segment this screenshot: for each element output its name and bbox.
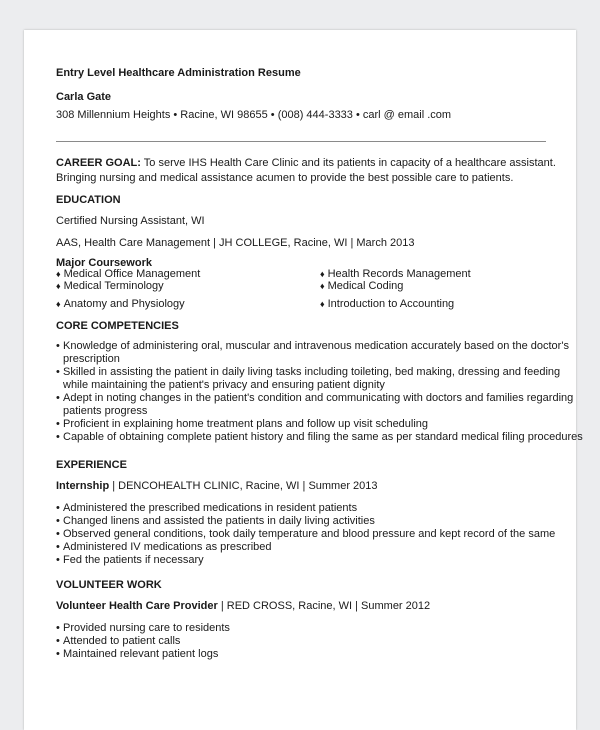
contact-line: 308 Millennium Heights • Racine, WI 98655 • (008) 444-3333 • carl @ email .com	[56, 109, 452, 121]
volunteer-list	[56, 622, 230, 661]
volunteer-org: | RED CROSS, Racine, WI | Summer 2012	[217, 600, 431, 612]
career-goal-line2: Bringing nursing and medical assistance acumen to provide the best possible care to patients.	[56, 172, 514, 184]
education-degree: AAS, Health Care Management | JH COLLEGE, Racine, WI | March 2013	[56, 237, 415, 249]
list-item: • Knowledge of administering oral, muscular and intravenous medication accurately based on the doctor's prescription	[56, 340, 583, 366]
experience-org: | DENCOHEALTH CLINIC, Racine, WI | Summer 2013	[109, 480, 378, 492]
list-item: • Maintained relevant patient logs	[56, 648, 230, 661]
education-cert: Certified Nursing Assistant, WI	[56, 215, 205, 227]
course-item: ♦ Medical Office Management	[56, 268, 200, 281]
coursework-heading: Major Coursework	[56, 257, 152, 269]
experience-heading: EXPERIENCE	[56, 459, 127, 471]
list-item: • Capable of obtaining complete patient history and filing the same as per standard medical filing procedures	[56, 431, 583, 444]
list-item: • Changed linens and assisted the patients in daily living activities	[56, 515, 555, 528]
volunteer-heading: VOLUNTEER WORK	[56, 579, 162, 591]
course-item: ♦ Anatomy and Physiology	[56, 298, 185, 311]
course-item: ♦ Health Records Management	[320, 268, 471, 281]
experience-role: Internship	[56, 480, 110, 492]
volunteer-role-line	[56, 600, 430, 613]
list-item: • Provided nursing care to residents	[56, 622, 230, 635]
career-goal-text1: To serve IHS Health Care Clinic and its patients in capacity of a healthcare assistant.	[140, 157, 556, 169]
course-item: ♦ Medical Coding	[320, 280, 403, 293]
list-item: • Administered IV medications as prescribed	[56, 541, 555, 554]
list-item: • Proficient in explaining home treatment plans and follow up visit scheduling	[56, 418, 583, 431]
document-title: Entry Level Healthcare Administration Resume	[56, 67, 301, 79]
list-item: • Attended to patient calls	[56, 635, 230, 648]
experience-list	[56, 502, 555, 567]
header-divider	[56, 141, 546, 142]
competencies-list	[56, 340, 583, 444]
list-item: • Adept in noting changes in the patient's condition and communicating with doctors and families regarding patients progress	[56, 392, 583, 418]
list-item: • Fed the patients if necessary	[56, 554, 555, 567]
candidate-name: Carla Gate	[56, 91, 112, 103]
experience-role-line	[56, 480, 378, 493]
list-item: • Skilled in assisting the patient in daily living tasks including toileting, bed making, dressing and feeding while maintaining the patient's privacy and ensuring patient dignity	[56, 366, 583, 392]
list-item: • Observed general conditions, took daily temperature and blood pressure and kept record of the same	[56, 528, 555, 541]
course-item: ♦ Medical Terminology	[56, 280, 164, 293]
career-goal-line1	[56, 157, 556, 170]
list-item: • Administered the prescribed medications in resident patients	[56, 502, 555, 515]
resume-page	[24, 30, 583, 730]
competencies-heading: CORE COMPETENCIES	[56, 320, 179, 332]
career-goal-label: CAREER GOAL:	[56, 157, 141, 169]
education-heading: EDUCATION	[56, 194, 121, 206]
course-item: ♦ Introduction to Accounting	[320, 298, 454, 311]
volunteer-role: Volunteer Health Care Provider	[56, 600, 218, 612]
